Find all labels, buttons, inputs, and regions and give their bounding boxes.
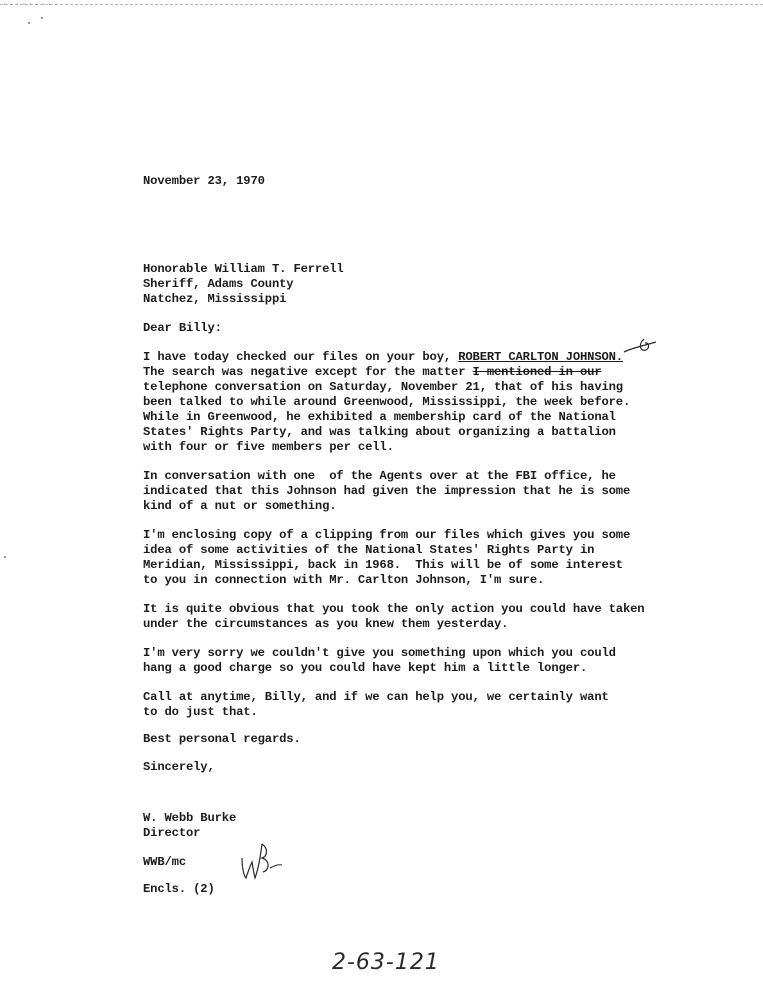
complimentary-close: Sincerely, (143, 760, 215, 774)
signer-title: Director (143, 826, 201, 840)
paragraph-clipping: I'm enclosing copy of a clipping from our files which gives you some idea of some activities of the National States' Rights Party in Meridian, Mississippi, back in 1968. This will be of some interest to you in connection with Mr. Carlton Johnson, I'm sure. (143, 528, 631, 587)
paragraph-fbi-conversation: In conversation with one of the Agents over at the FBI office, he indicated that this Johnson had given the impression that he is some kind of a nut or something. (143, 469, 631, 513)
enclosure-note: Encls. (2) (143, 882, 215, 896)
handwritten-signature (236, 838, 286, 882)
paragraph-apology: I'm very sorry we couldn't give you something upon which you could hang a good charge so you could have kept him a little longer. (143, 646, 616, 675)
paragraph-action: It is quite obvious that you took the only action you could have taken under the circumstances as you knew them yesterday. (143, 602, 645, 631)
scan-artifact-dots: ········· (2, 0, 60, 10)
address-line-name: Honorable William T. Ferrell (143, 262, 344, 276)
paragraph-regards: Best personal regards. (143, 732, 301, 746)
scan-speck (41, 17, 43, 19)
handwritten-margin-mark (622, 336, 658, 358)
letter-date: November 23, 1970 (143, 174, 265, 188)
signer-name: W. Webb Burke (143, 811, 237, 825)
scan-speck (28, 22, 30, 24)
p1-mid: The search was negative except for the matter (143, 365, 466, 379)
address-line-city: Natchez, Mississippi (143, 292, 287, 306)
handwritten-file-number: 2-63-121 (332, 950, 440, 975)
scan-speck (4, 556, 6, 558)
typist-initials: WWB/mc (143, 855, 186, 869)
struck-text: I mentioned in our (472, 365, 602, 379)
salutation: Dear Billy: (143, 321, 222, 335)
p1-intro: I have today checked our files on your boy, (143, 350, 459, 364)
address-line-title: Sheriff, Adams County (143, 277, 294, 291)
letter-body (143, 174, 683, 897)
subject-name: ROBERT CARLTON JOHNSON. (458, 350, 623, 364)
p1-rest: telephone conversation on Saturday, November 21, that of his having been talked to while around Greenwood, Mississippi, the week before. While in Greenwood, he exhibited a membership card of the National States' Rights Party, and was talking about organizing a battalion with four or five members per cell. (143, 380, 631, 454)
recipient-address (143, 262, 683, 307)
page-top-edge (0, 4, 763, 5)
paragraph-files-check (143, 350, 683, 455)
paragraph-offer: Call at anytime, Billy, and if we can help you, we certainly want to do just that. (143, 690, 609, 719)
